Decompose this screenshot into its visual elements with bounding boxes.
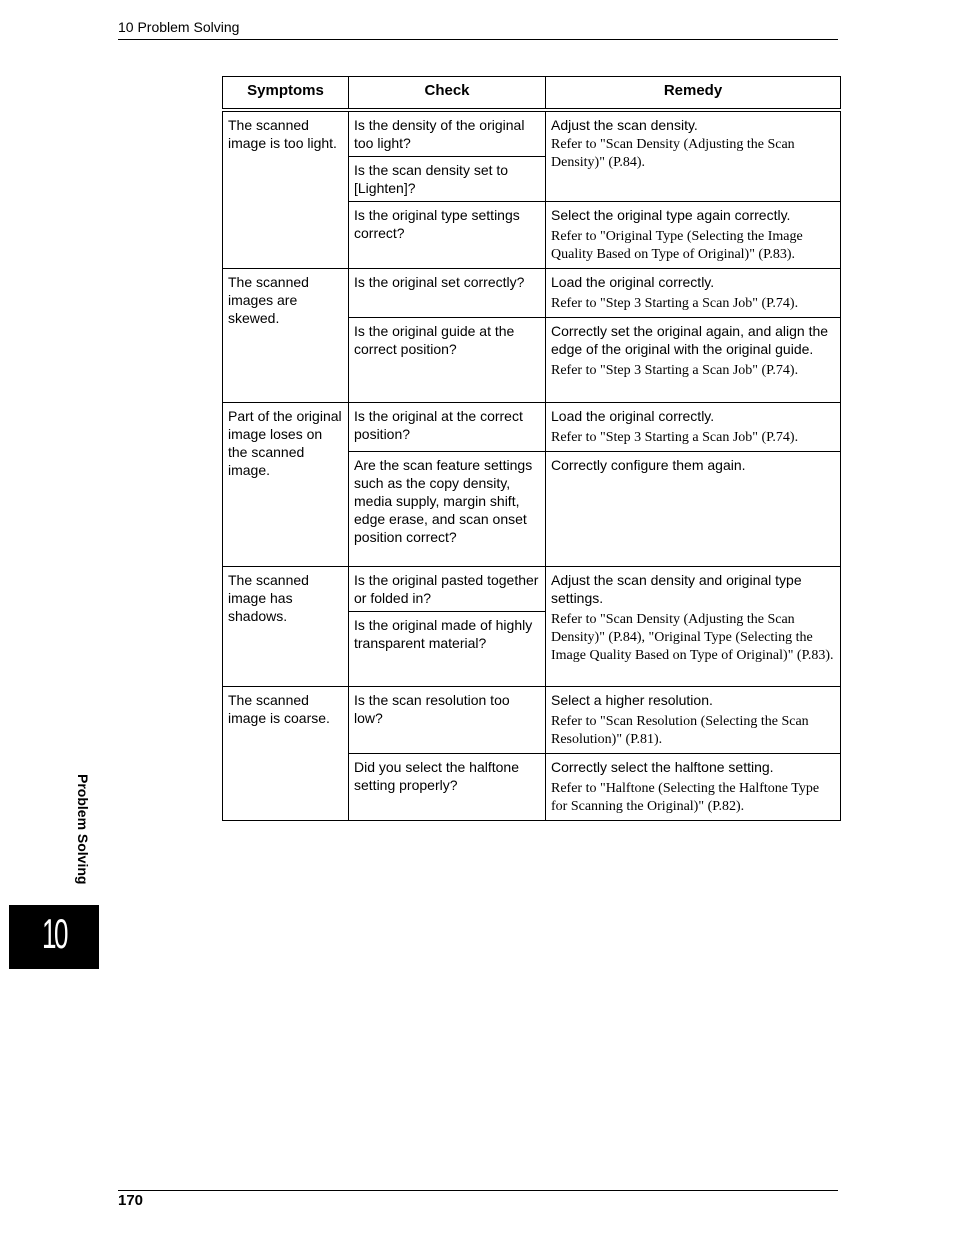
remedy-cell [546,318,841,403]
table-row [223,403,841,452]
remedy-cell [546,110,841,202]
remedy-text: Adjust the scan density and original type settings. [551,572,802,606]
table-row [223,269,841,318]
remedy-cell [546,567,841,687]
chapter-number: 10 [41,910,67,957]
table-header-row [223,77,841,111]
column-header-check: Check [349,77,546,111]
check-cell: Is the original guide at the correct position? [349,318,546,403]
check-cell: Is the original pasted together or folded in? [349,567,546,612]
symptom-cell: The scanned image has shadows. [223,567,349,687]
remedy-reference: Refer to "Original Type (Selecting the Image Quality Based on Type of Original)" (P.83). [551,229,803,262]
remedy-cell [546,269,841,318]
remedy-cell [546,754,841,821]
remedy-text: Correctly configure them again. [551,457,746,473]
table-row [223,567,841,612]
check-cell: Is the original set correctly? [349,269,546,318]
remedy-reference: Refer to "Scan Density (Adjusting the Scan Density)" (P.84), "Original Type (Selecting the Image Quality Based on Type of Original)" (P.83). [551,612,834,663]
symptom-cell: The scanned images are skewed. [223,269,349,403]
column-header-remedy: Remedy [546,77,841,111]
remedy-reference: Refer to "Step 3 Starting a Scan Job" (P.74). [551,430,799,445]
problem-solving-table [222,76,841,821]
remedy-text: Correctly set the original again, and align the edge of the original with the original guide. [551,323,829,357]
column-header-symptoms: Symptoms [223,77,349,111]
symptom-cell: The scanned image is coarse. [223,687,349,821]
side-tab-label: Problem Solving [75,774,91,885]
remedy-cell [546,687,841,754]
check-cell: Are the scan feature settings such as the copy density, media supply, margin shift, edge erase, and scan onset position correct? [349,452,546,567]
running-header: 10 Problem Solving [118,19,240,35]
check-cell: Is the scan density set to [Lighten]? [349,157,546,202]
remedy-text: Correctly select the halftone setting. [551,759,774,775]
remedy-cell [546,202,841,269]
table-row [223,110,841,157]
chapter-tab [9,905,99,969]
remedy-reference: Refer to "Scan Resolution (Selecting the Scan Resolution)" (P.81). [551,714,809,747]
footer-rule [118,1190,838,1191]
symptom-cell: The scanned image is too light. [223,110,349,269]
remedy-text: Select the original type again correctly. [551,207,791,223]
page-number: 170 [118,1192,144,1209]
check-cell: Is the original at the correct position? [349,403,546,452]
check-cell: Is the original type settings correct? [349,202,546,269]
remedy-reference: Refer to "Halftone (Selecting the Halftone Type for Scanning the Original)" (P.82). [551,781,820,814]
remedy-text: Load the original correctly. [551,408,715,424]
check-cell: Is the original made of highly transparent material? [349,612,546,687]
remedy-reference: Refer to "Step 3 Starting a Scan Job" (P.74). [551,296,799,311]
symptom-cell: Part of the original image loses on the scanned image. [223,403,349,567]
remedy-text: Adjust the scan density. [551,117,698,133]
header-rule [118,39,838,40]
remedy-cell [546,403,841,452]
check-cell: Did you select the halftone setting properly? [349,754,546,821]
table-row [223,687,841,754]
remedy-cell [546,452,841,567]
remedy-reference: Refer to "Scan Density (Adjusting the Scan Density)" (P.84). [551,137,795,170]
remedy-text: Load the original correctly. [551,274,715,290]
check-cell: Is the scan resolution too low? [349,687,546,754]
remedy-text: Select a higher resolution. [551,692,713,708]
check-cell: Is the density of the original too light? [349,110,546,157]
remedy-reference: Refer to "Step 3 Starting a Scan Job" (P.74). [551,363,799,378]
